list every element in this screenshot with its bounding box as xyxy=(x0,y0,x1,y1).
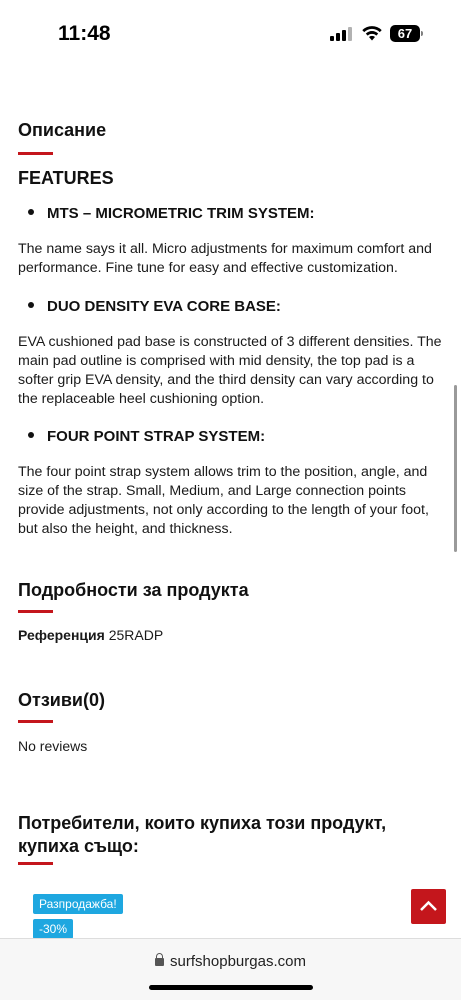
feature-title: FOUR POINT STRAP SYSTEM: xyxy=(28,428,265,445)
features-heading: FEATURES xyxy=(18,168,114,188)
bullet-icon xyxy=(28,209,34,215)
battery-icon: 67 xyxy=(390,25,420,42)
status-time: 11:48 xyxy=(58,22,111,45)
battery-nub xyxy=(421,31,423,36)
no-reviews-text: No reviews xyxy=(18,738,88,754)
heading-underline xyxy=(18,152,53,155)
heading-underline xyxy=(18,862,53,865)
feature-title: DUO DENSITY EVA CORE BASE: xyxy=(28,298,281,315)
scroll-to-top-button[interactable] xyxy=(411,889,446,924)
wifi-icon xyxy=(361,24,383,42)
browser-address-bar[interactable] xyxy=(0,938,461,1000)
feature-description: EVA cushioned pad base is constructed of 3 different densities. The main pad outline is comprised with mid density, the top pad is a softer grip EVA density, and the third density can vary according to the replaceable heel cushioning option. xyxy=(18,334,442,407)
lock-icon xyxy=(155,958,164,966)
status-bar xyxy=(0,0,461,60)
reviews-heading: Отзиви(0) xyxy=(18,690,105,710)
feature-description: The name says it all. Micro adjustments for maximum comfort and performance. Fine tune for easy and effective customization. xyxy=(18,241,432,276)
heading-underline xyxy=(18,610,53,613)
reference-label: Референция xyxy=(18,627,105,643)
feature-title: MTS – MICROMETRIC TRIM SYSTEM: xyxy=(28,205,315,222)
heading-underline xyxy=(18,720,53,723)
reference-value: 25RADP xyxy=(108,627,164,643)
chevron-up-icon xyxy=(411,889,446,924)
bullet-icon xyxy=(28,432,34,438)
feature-description: The four point strap system allows trim to the position, angle, and size of the strap. Small, Medium, and Large connection points provide adjustments, not only according to the length of your foot, but also the height, and thickness. xyxy=(18,464,429,537)
discount-badge: -30% xyxy=(33,919,73,939)
home-indicator[interactable] xyxy=(149,985,313,990)
bullet-icon xyxy=(28,302,34,308)
product-details-heading: Подробности за продукта xyxy=(18,580,249,600)
reference-line xyxy=(18,627,163,643)
url-text: surfshopburgas.com xyxy=(170,953,306,970)
sale-badge: Разпродажба! xyxy=(33,894,123,914)
description-heading: Описание xyxy=(18,120,107,140)
scrollbar-thumb[interactable] xyxy=(454,385,457,552)
also-bought-heading: Потребители, които купиха този продукт, купиха също: xyxy=(18,813,387,856)
cellular-signal-icon xyxy=(330,27,354,41)
url-field[interactable] xyxy=(0,953,461,970)
